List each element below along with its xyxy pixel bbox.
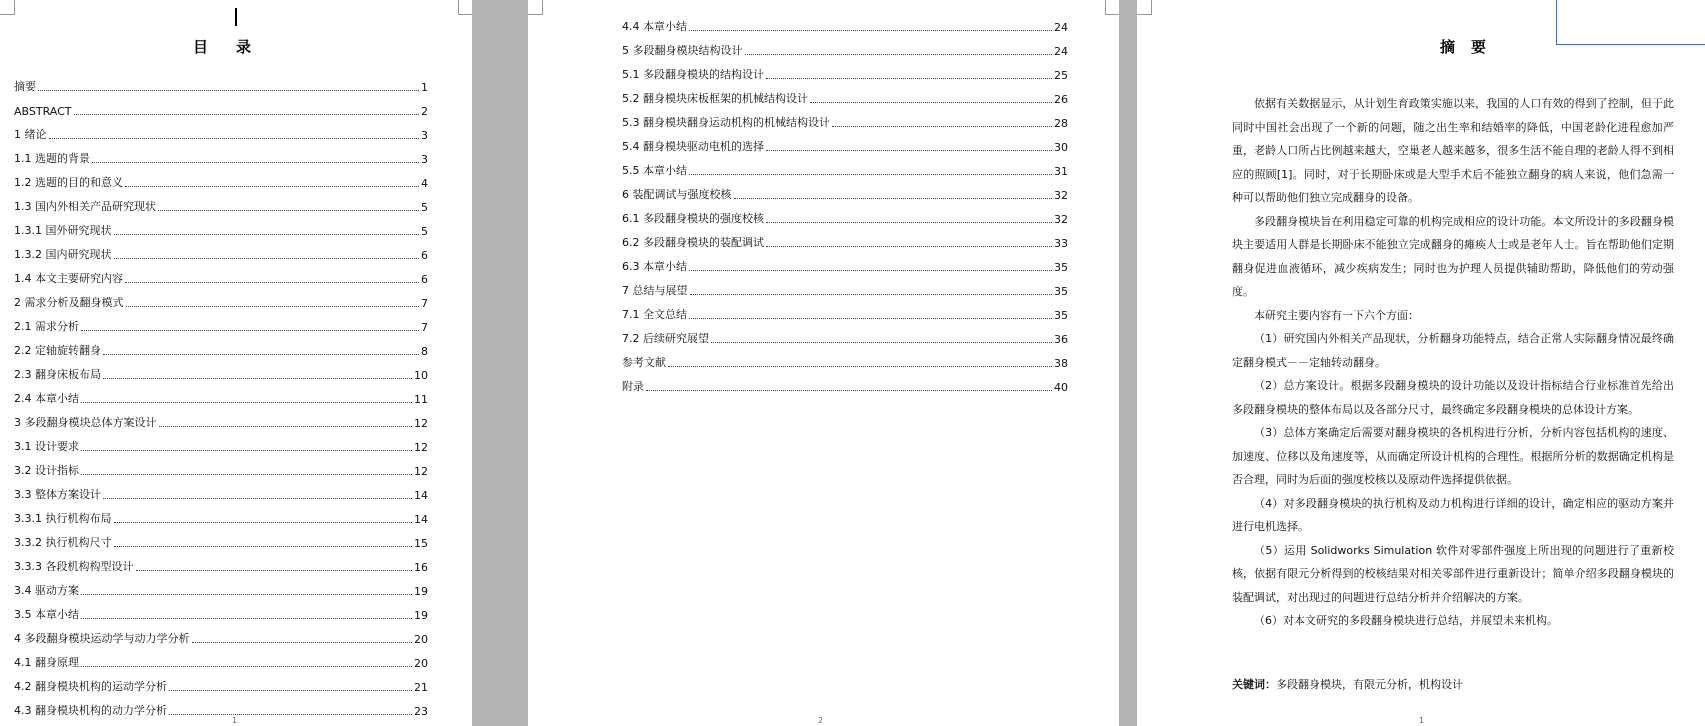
toc-entry-label: 4.1 翻身原理 [14,656,79,669]
toc-entry-page: 10 [414,369,428,382]
toc-entry[interactable] [14,166,428,190]
toc-entry-label: 1.2 选题的目的和意义 [14,176,123,189]
toc-entry[interactable] [14,454,428,478]
toc-entry-page: 24 [1054,45,1068,58]
table-of-contents [14,70,428,718]
toc-entry-page: 1 [421,81,428,94]
toc-entry-page: 26 [1054,93,1068,106]
abstract-paragraph: （6）对本文研究的多段翻身模块进行总结，并展望未来机构。 [1254,614,1558,627]
abstract-paragraph: （5）运用 Solidworks Simulation 软件对零部件强度上所出现的问题进行了重新校核，依据有限元分析得到的校核结果对相关零部件进行重新设计；简单介绍多段翻身模块的装配调试，对出现过的问题进行总结分析并介绍解决的方案。 [1232,543,1674,604]
toc-entry-page: 16 [414,561,428,574]
toc-entry[interactable] [14,262,428,286]
toc-entry-label: 5.3 翻身模块翻身运动机构的机械结构设计 [622,116,830,129]
toc-entry-label: 1.4 本文主要研究内容 [14,272,123,285]
page-number: 1 [1419,716,1425,725]
toc-entry-page: 3 [421,129,428,142]
toc-leader-dots [114,258,420,259]
page-number: 2 [818,716,824,725]
toc-leader-dots [668,366,1052,367]
toc-entry-label: 2.3 翻身床板布局 [14,368,101,381]
toc-leader-dots [103,498,412,499]
toc-leader-dots [745,54,1053,55]
toc-entry[interactable] [622,226,1068,250]
toc-entry-page: 6 [421,273,428,286]
toc-leader-dots [103,354,419,355]
toc-entry-label: 2.4 本章小结 [14,392,79,405]
toc-entry-label: 1.1 选题的背景 [14,152,90,165]
document-page-1[interactable] [0,0,472,726]
toc-entry-page: 35 [1054,309,1068,322]
toc-entry[interactable] [622,346,1068,370]
toc-leader-dots [158,210,419,211]
abstract-paragraph: 多段翻身模块旨在利用稳定可靠的机构完成相应的设计功能。本文所设计的多段翻身模块主要适用人群是长期卧床不能独立完成翻身的瘫痪人士或是老年人士。旨在帮助他们定期翻身促进血液循环，减少疾病发生；同时也为护理人员提供辅助帮助，降低他们的劳动强度。 [1232,214,1674,298]
toc-leader-dots [125,282,419,283]
toc-entry-label: 2.1 需求分析 [14,320,79,333]
toc-entry-page: 5 [421,201,428,214]
toc-leader-dots [125,186,419,187]
toc-entry-label: 1.3.2 国内研究现状 [14,248,112,261]
toc-entry-page: 3 [421,153,428,166]
table-of-contents-continued [622,10,1068,394]
toc-entry-page: 32 [1054,213,1068,226]
toc-entry-label: 3.3.3 各段机构构型设计 [14,560,134,573]
toc-entry-page: 24 [1054,21,1068,34]
toc-entry-page: 21 [414,681,428,694]
toc-entry-page: 8 [421,345,428,358]
toc-entry-page: 19 [414,585,428,598]
abstract-paragraph: （3）总体方案确定后需要对翻身模块的各机构进行分析，分析内容包括机构的速度、加速度、位移以及角速度等，从而确定所设计机构的合理性。根据所分析的数据确定机构是否合理，同时为后面的强度校核以及原动件选择提供依据。 [1232,426,1674,486]
toc-entry[interactable] [14,286,428,310]
toc-entry[interactable] [14,622,428,646]
toc-leader-dots [114,234,420,235]
toc-entry-page: 12 [414,417,428,430]
toc-leader-dots [689,30,1052,31]
toc-entry[interactable] [14,190,428,214]
toc-leader-dots [114,546,413,547]
toc-entry[interactable] [622,130,1068,154]
toc-entry-label: 3.2 设计指标 [14,464,79,477]
toc-entry[interactable] [622,34,1068,58]
toc-entry[interactable] [14,94,428,118]
toc-leader-dots [689,318,1052,319]
toc-entry-page: 7 [421,297,428,310]
toc-entry-page: 20 [414,657,428,670]
toc-entry-page: 6 [421,249,428,262]
toc-entry[interactable] [14,478,428,502]
toc-entry-label: 摘要 [14,80,36,93]
abstract-paragraph: 本研究主要内容有一下六个方面： [1254,308,1419,322]
toc-entry-page: 25 [1054,69,1068,82]
toc-entry-page: 14 [414,489,428,502]
abstract-paragraph: （4）对多段翻身模块的执行机构及动力机构进行详细的设计，确定相应的驱动方案并进行电机选择。 [1232,496,1674,533]
toc-leader-dots [689,174,1052,175]
toc-leader-dots [81,474,412,475]
toc-entry[interactable] [622,274,1068,298]
toc-leader-dots [766,150,1052,151]
toc-entry-label: 5.1 多段翻身模块的结构设计 [622,68,764,81]
toc-entry[interactable] [622,82,1068,106]
toc-entry-page: 33 [1054,237,1068,250]
toc-entry-label: 4.4 本章小结 [622,20,687,33]
toc-entry-label: 7 总结与展望 [622,284,688,297]
margin-corner-mark [458,0,472,15]
toc-entry-page: 11 [414,393,428,406]
toc-entry-page: 35 [1054,261,1068,274]
toc-entry-page: 40 [1054,381,1068,394]
toc-entry[interactable] [14,358,428,382]
toc-entry[interactable] [14,70,428,94]
toc-entry[interactable] [622,250,1068,274]
toc-entry-label: 5.5 本章小结 [622,164,687,177]
toc-entry-page: 12 [414,441,428,454]
toc-entry[interactable] [14,574,428,598]
toc-leader-dots [81,618,412,619]
toc-entry-page: 4 [421,177,428,190]
toc-entry[interactable] [14,238,428,262]
toc-leader-dots [832,126,1052,127]
toc-entry-page: 19 [414,609,428,622]
toc-entry-label: 2.2 定轴旋转翻身 [14,344,101,357]
toc-leader-dots [192,642,413,643]
toc-entry[interactable] [14,526,428,550]
toc-entry[interactable] [14,214,428,238]
toc-leader-dots [810,102,1052,103]
toc-entry[interactable] [14,598,428,622]
toc-entry[interactable] [14,118,428,142]
toc-entry-page: 15 [414,537,428,550]
toc-leader-dots [766,246,1052,247]
toc-entry-label: 参考文献 [622,356,666,369]
toc-leader-dots [81,402,412,403]
toc-entry[interactable] [622,10,1068,34]
toc-leader-dots [690,294,1053,295]
toc-entry-page: 35 [1054,285,1068,298]
keywords-label: 关键词： [1232,678,1276,691]
toc-entry-label: ABSTRACT [14,105,72,118]
toc-title: 目录 [192,38,279,56]
toc-entry[interactable] [14,310,428,334]
toc-leader-dots [136,570,413,571]
toc-entry-label: 5.2 翻身模块床板框架的机械结构设计 [622,92,808,105]
toc-entry[interactable] [622,322,1068,346]
toc-entry[interactable] [14,646,428,670]
toc-leader-dots [38,90,419,91]
toc-entry-label: 3.4 驱动方案 [14,584,79,597]
toc-leader-dots [126,306,420,307]
text-cursor [235,8,237,26]
toc-leader-dots [92,162,419,163]
toc-entry-page: 31 [1054,165,1068,178]
toc-leader-dots [766,78,1052,79]
toc-leader-dots [81,594,412,595]
toc-entry-label: 1.3.1 国外研究现状 [14,224,112,237]
abstract-paragraph: （2）总方案设计。根据多段翻身模块的设计功能以及设计指标结合行业标准首先给出多段翻身模块的整体布局以及各部分尺寸，最终确定多段翻身模块的总体设计方案。 [1232,379,1674,416]
toc-entry[interactable] [14,694,428,718]
toc-entry[interactable] [14,382,428,406]
toc-entry-page: 30 [1054,141,1068,154]
keywords-line [1232,676,1463,692]
toc-entry-page: 7 [421,321,428,334]
toc-entry-page: 23 [414,705,428,718]
toc-entry-label: 6.2 多段翻身模块的装配调试 [622,236,764,249]
toc-entry-label: 6.3 本章小结 [622,260,687,273]
toc-entry-label: 7.2 后续研究展望 [622,332,709,345]
toc-entry[interactable] [14,334,428,358]
document-page-3[interactable] [1137,0,1705,726]
toc-entry-label: 4.3 翻身模块机构的动力学分析 [14,704,167,717]
keywords-text: 多段翻身模块，有限元分析，机构设计 [1276,678,1463,691]
toc-entry-label: 7.1 全文总结 [622,308,687,321]
abstract-paragraph: 依据有关数据显示，从计划生育政策实施以来，我国的人口有效的得到了控制，但于此同时中国社会出现了一个新的问题，随之出生率和结婚率的降低，中国老龄化进程愈加严重，老龄人口所占比例越来越大，空巢老人越来越多，很多生活不能自理的老龄人得不到相应的照顾[1]。同时，对于长期卧床或是大型手术后不能独立翻身的病人来说，他们急需一种可以帮助他们独立完成翻身的设备。 [1232,97,1674,204]
page-number: 1 [232,716,238,725]
toc-leader-dots [169,690,412,691]
toc-entry[interactable] [14,406,428,430]
toc-leader-dots [169,714,412,715]
toc-entry[interactable] [622,202,1068,226]
toc-entry[interactable] [622,58,1068,82]
margin-corner-mark [0,0,15,15]
margin-corner-mark [528,0,543,15]
toc-entry-page: 14 [414,513,428,526]
toc-leader-dots [81,450,412,451]
toc-leader-dots [81,666,412,667]
toc-entry[interactable] [14,550,428,574]
toc-leader-dots [159,426,413,427]
toc-leader-dots [103,378,412,379]
abstract-title: 摘要 [1439,38,1502,56]
toc-leader-dots [49,138,420,139]
toc-entry-label: 1 绪论 [14,128,47,141]
abstract-paragraph: （1）研究国内外相关产品现状，分析翻身功能特点，结合正常人实际翻身情况最终确定翻身模式－－定轴转动翻身。 [1232,332,1674,369]
toc-entry[interactable] [622,106,1068,130]
toc-entry-label: 3.3 整体方案设计 [14,488,101,501]
toc-entry[interactable] [622,178,1068,202]
toc-entry[interactable] [622,370,1068,394]
toc-entry-page: 20 [414,633,428,646]
toc-leader-dots [646,390,1052,391]
toc-entry-label: 6 装配调试与强度校核 [622,188,732,201]
margin-corner-mark [1137,0,1152,15]
toc-entry-label: 3.3.1 执行机构布局 [14,512,112,525]
toc-entry-label: 2 需求分析及翻身模式 [14,296,124,309]
toc-leader-dots [74,114,419,115]
toc-entry-label: 3 多段翻身模块总体方案设计 [14,416,157,429]
toc-entry-label: 3.5 本章小结 [14,608,79,621]
toc-entry[interactable] [14,142,428,166]
toc-entry-page: 5 [421,225,428,238]
toc-entry[interactable] [622,154,1068,178]
toc-entry[interactable] [622,298,1068,322]
toc-leader-dots [734,198,1053,199]
toc-entry-page: 38 [1054,357,1068,370]
toc-leader-dots [114,522,413,523]
document-page-2[interactable] [528,0,1119,726]
toc-entry-label: 3.1 设计要求 [14,440,79,453]
toc-entry-label: 1.3 国内外相关产品研究现状 [14,200,156,213]
margin-corner-mark [1105,0,1119,15]
toc-entry[interactable] [14,430,428,454]
toc-entry-label: 3.3.2 执行机构尺寸 [14,536,112,549]
toc-leader-dots [766,222,1052,223]
toc-leader-dots [689,270,1052,271]
toc-entry-label: 5.4 翻身模块驱动电机的选择 [622,140,764,153]
toc-leader-dots [81,330,419,331]
toc-entry-label: 6.1 多段翻身模块的强度校核 [622,212,764,225]
toc-entry[interactable] [14,670,428,694]
toc-entry-label: 4 多段翻身模块运动学与动力学分析 [14,632,190,645]
toc-entry-label: 附录 [622,380,644,393]
toc-entry-page: 12 [414,465,428,478]
toc-entry-page: 32 [1054,189,1068,202]
toc-entry[interactable] [14,502,428,526]
abstract-body [1232,92,1674,633]
toc-entry-page: 2 [421,105,428,118]
toc-entry-label: 5 多段翻身模块结构设计 [622,44,743,57]
toc-entry-page: 36 [1054,333,1068,346]
toc-leader-dots [711,342,1052,343]
toc-entry-page: 28 [1054,117,1068,130]
toc-entry-label: 4.2 翻身模块机构的运动学分析 [14,680,167,693]
